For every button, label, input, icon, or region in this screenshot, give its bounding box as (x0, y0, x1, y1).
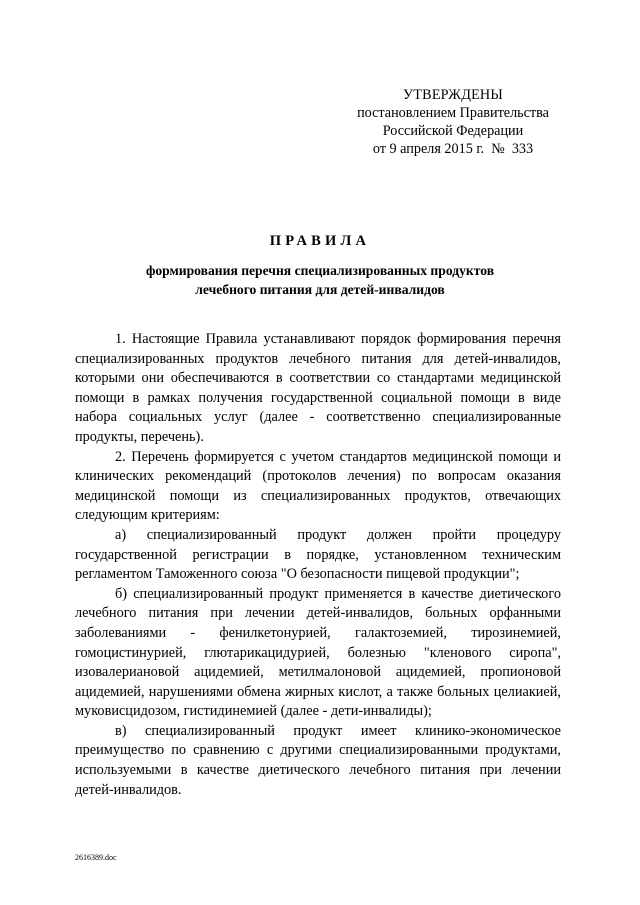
approval-block (330, 86, 576, 158)
document-file-code: 2616389.doc (75, 853, 117, 862)
paragraph-2c: в) специализированный продукт имеет клинико-экономическое преимущество по сравнению с другими специализированными продуктами, используемыми в качестве диетического лечебного питания при лечении детей-инвалидов. (75, 722, 561, 798)
document-title: ПРАВИЛА (269, 233, 371, 249)
paragraph-2b: б) специализированный продукт применяется в качестве диетического лечебного питания при лечении детей-инвалидов, больных орфанными заболеваниями - фенилкетонурией, галактоземией, тирозинемией, гомоцистинурией, глютарикацидурией, болезнью "кленового сиропа", изовалериановой ацидемией, метилмалоновой ацидемией, пропионовой ацидемией, нарушениями обмена жирных кислот, а также больных целиакией, муковисцидозом, гистидинемией (далее - дети-инвалиды); (75, 585, 561, 720)
approval-line-government: постановлением Правительства (357, 105, 549, 121)
paragraph-2a: а) специализированный продукт должен пройти процедуру государственной регистрации в порядке, установленном техническим регламентом Таможенного союза "О безопасности пищевой продукции"; (75, 526, 561, 583)
approval-date-number: от 9 апреля 2015 г. № 333 (372, 141, 534, 157)
paragraph-1: 1. Настоящие Правила устанавливают порядок формирования перечня специализированных продуктов лечебного питания для детей-инвалидов, которыми они обеспечиваются в соответствии со стандартами медицинской помощи в рамках получения государственной социальной помощи в виде набора социальных услуг (далее - соответственно специализированные продукты, перечень). (75, 331, 561, 445)
document-subtitle-line-2: лечебного питания для детей-инвалидов (195, 281, 445, 297)
document-body (75, 330, 561, 800)
paragraph-2: 2. Перечень формируется с учетом стандартов медицинской помощи и клинических рекомендаций (протоколов лечения) по вопросам оказания медицинской помощи из специализированных продуктов, отвечающих следующим критериям: (75, 448, 561, 524)
document-subtitle (0, 262, 640, 299)
document-subtitle-line-1: формирования перечня специализированных продуктов (145, 263, 495, 278)
approval-line-federation: Российской Федерации (382, 123, 524, 139)
approval-title: УТВЕРЖДЕНЫ (403, 87, 503, 103)
